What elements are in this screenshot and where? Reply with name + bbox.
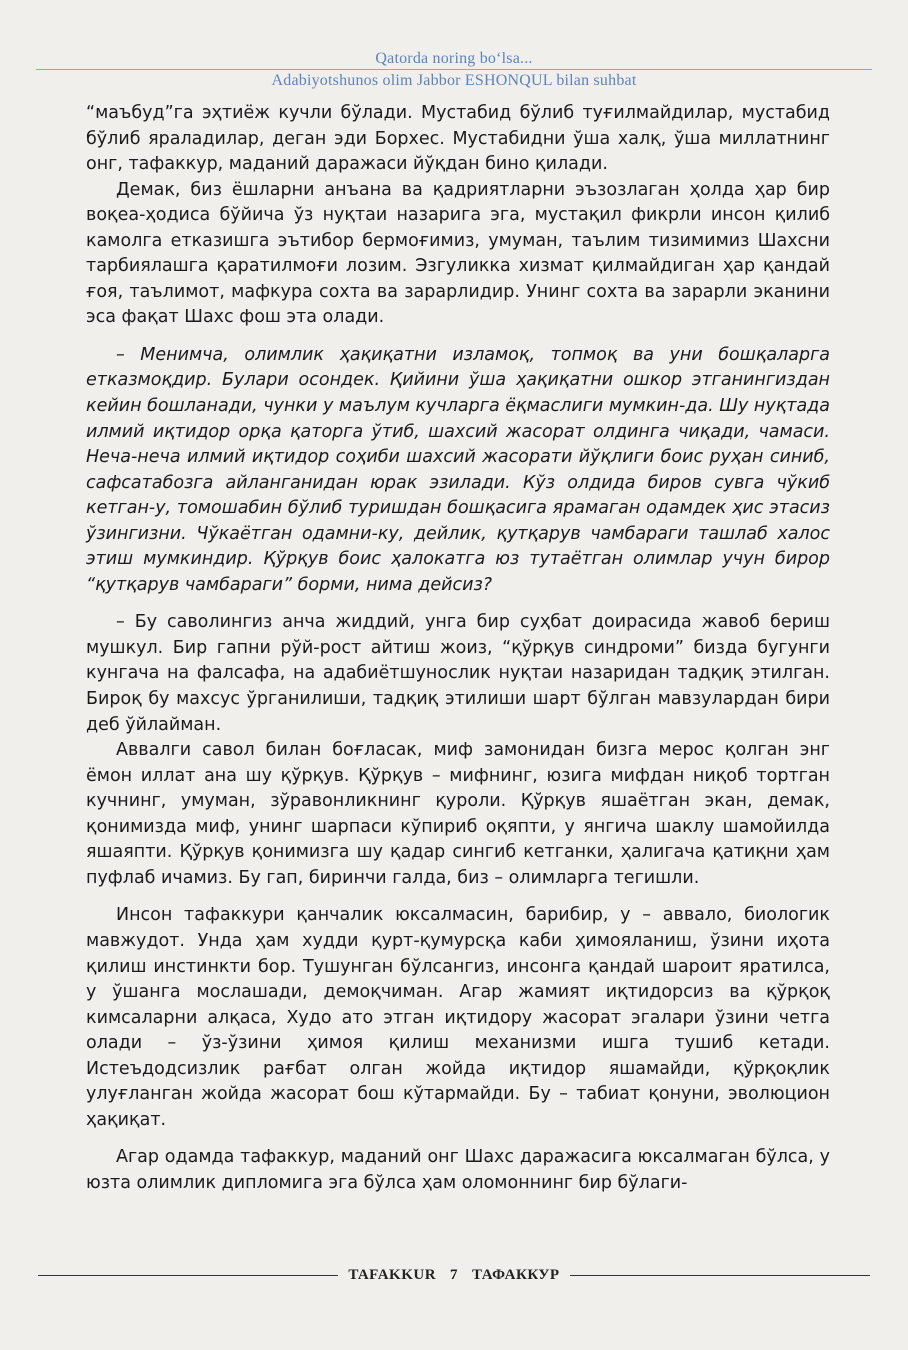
footer-magazine-title-cyrillic: ТАФАККУР	[472, 1266, 560, 1283]
running-header	[0, 50, 908, 90]
article-body	[86, 101, 830, 1196]
running-header-title: Qatorda noring bo‘lsa...	[375, 50, 533, 67]
paragraph: Агар одамда тафаккур, маданий онг Шахс даражасига юксалмаган бўлса, у юзта олимлик дипломига эга бўлса ҳам оломоннинг бир бўлаги-	[86, 1147, 830, 1193]
footer-rule-left	[38, 1275, 338, 1276]
paragraph: Инсон тафаккури қанчалик юксалмасин, барибир, у – аввало, биологик мавжудот. Унда ҳам худди қурт-қумурсқа каби ҳимояланиш, ўзини иҳота қилиш инстинкти бор. Тушунган бўлсангиз, инсонга қандай шароит яратилса, у ўшанга мослашади, демоқчиман. Агар жамият иқтидорсиз ва қўрқоқ кимсаларни алқаса, Худо ато этган иқтидору жасорат эгалари ўзини четга олади – ўз-ўзини ҳимоя қилиш механизми ишга тушиб кетади. Истеъдодсизлик рағбат олган жойда иқтидор яшамайди, қўрқоқлик улуғланган жойда жасорат бош кўтармайди. Бу – табиат қонуни, эволюцион ҳақиқат.	[86, 905, 830, 1130]
header-divider	[36, 69, 872, 70]
answer-paragraph: – Бу саволингиз анча жиддий, унга бир суҳбат доирасида жавоб бериш мушкул. Бир гапни рўй-рост айтиш жоиз, “қўрқув синдроми” бизда бугунги кунгача на фалсафа, на адабиётшунослик нуқтаи назаридан тадқиқ этилган. Бироқ бу махсус ўрганилиши, тадқиқ этилиши шарт бўлган мавзулардан бири деб ўйлайман.	[86, 612, 830, 735]
footer-magazine-title-latin: TAFAKKUR	[348, 1266, 437, 1283]
paragraph: Демак, биз ёшларни анъана ва қадриятларни эъзозлаган ҳолда ҳар бир воқеа-ҳодиса бўйича ўз нуқтаи назарига эга, мустақил фикрли инсон қилиб камолга етказишга эътибор бермоғимиз, умуман, таълим тизимимиз Шахсни тарбиялашга қаратилмоғи лозим. Эзгуликка хизмат қилмайдиган ҳар қандай ғоя, таълимот, мафкура сохта ва зарарлидир. Унинг сохта ва зарарли эканини эса фақат Шахс фош эта олади.	[86, 179, 830, 328]
footer-rule-right	[570, 1275, 870, 1276]
page-number: 7	[450, 1266, 459, 1283]
running-header-subtitle: Adabiyotshunos olim Jabbor ESHONQUL bilan suhbat	[271, 72, 637, 89]
page-footer	[38, 1263, 870, 1287]
paragraph: “маъбуд”га эҳтиёж кучли бўлади. Мустабид бўлиб туғилмайдилар, мустабид бўлиб яраладилар, деган эди Борхес. Мустабидни ўша халқ, ўша миллатнинг онг, тафаккур, маданий даражаси йўқдан бино қилади.	[86, 103, 830, 175]
interviewer-question: – Менимча, олимлик ҳақиқатни изламоқ, топмоқ ва уни бошқаларга етказмоқдир. Булари осондек. Қийини ўша ҳақиқатни ошкор этганингиздан кейин бошланади, чунки у маълум кучларга ёқмаслиги мумкин-да. Шу нуқтада илмий иқтидор орқа қаторга ўтиб, шахсий жасорат олдинга чиқади, чамаси. Неча-неча илмий иқтидор соҳиби шахсий жасорати йўқлиги боис руҳан синиб, сафсатабозга айланганидан юрак эзилади. Кўз олдида биров сувга чўкиб кетган-у, томошабин бўлиб туришдан бошқасига ярамаган одамдек ҳис этасиз ўзингизни. Чўкаётган одамни-ку, дейлик, қутқарув чамбараги ташлаб халос этиш мумкиндир. Қўрқув боис ҳалокатга юз тутаётган олимлар учун бирор “қутқарув чамбараги” борми, нима дейсиз?	[86, 344, 830, 595]
paragraph: Аввалги савол билан боғласак, миф замонидан бизга мерос қолган энг ёмон иллат ана шу қўрқув. Қўрқув – мифнинг, юзига мифдан ниқоб тортган кучнинг, умуман, зўравонликнинг қуроли. Қўрқув яшаётган экан, демак, қонимизда миф, унинг шарпаси кўпириб оқяпти, у янгича шаклу шамойилда яшаяпти. Қўрқув қонимизга шу қадар сингиб кетганки, ҳалигача қатиқни ҳам пуфлаб ичамиз. Бу гап, биринчи галда, биз – олимларга тегишли.	[86, 740, 830, 888]
